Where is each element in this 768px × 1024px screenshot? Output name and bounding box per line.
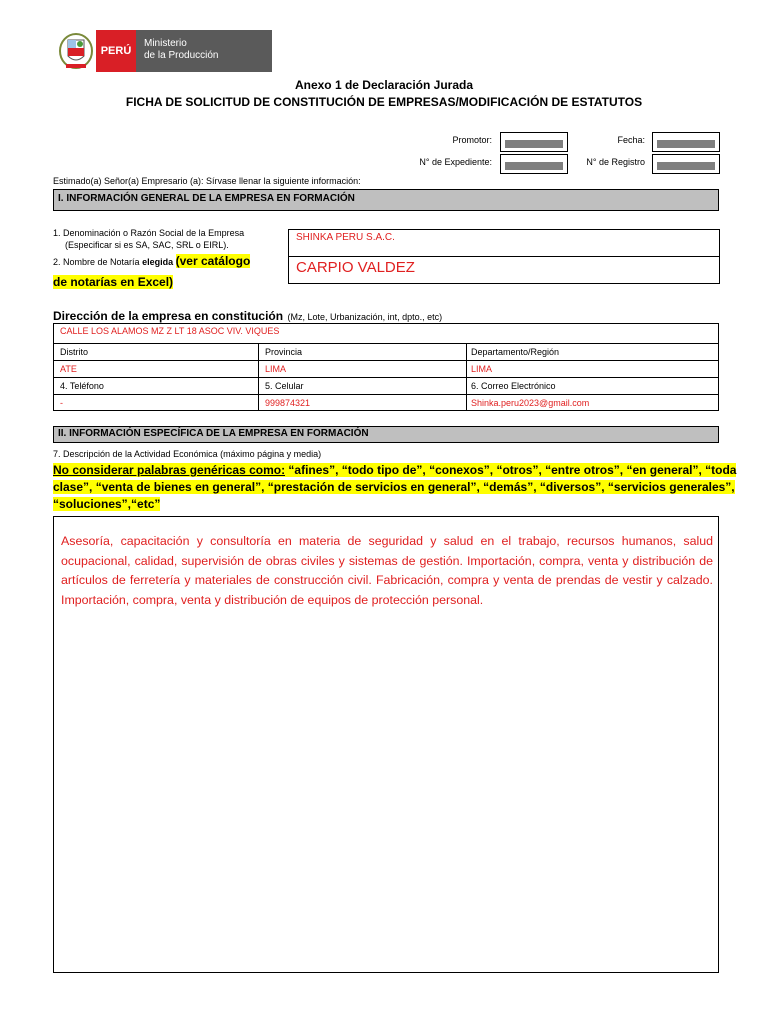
telefono-value[interactable]: -: [60, 398, 63, 408]
expediente-label: N° de Expediente:: [419, 157, 492, 167]
distrito-label: Distrito: [60, 347, 89, 357]
peru-label: PERÚ: [96, 30, 136, 72]
fecha-field[interactable]: [652, 132, 720, 152]
q2-prefix: 2. Nombre de Notaría: [53, 257, 140, 267]
promotor-field[interactable]: [500, 132, 568, 152]
q7-label: 7. Descripción de la Actividad Económica (máximo página y media): [53, 449, 322, 459]
registro-field[interactable]: [652, 154, 720, 174]
activity-description-text: Asesoría, capacitación y consultoría en materia de seguridad y salud en el trabajo, recursos humanos, salud ocupacional, calidad, supervisión de obras civiles y sistemas de gestión. Importación, compra, venta y distribución de artículos de ferretería y materiales de construcción civil. Fabricación, compra y venta de prendas de vestir y calzado. Importación, compra, venta y distribución de equipos de protección personal.: [61, 534, 713, 607]
q2-label: [53, 254, 250, 268]
provincia-value[interactable]: LIMA: [265, 364, 287, 374]
address-value[interactable]: CALLE LOS ALAMOS MZ Z LT 18 ASOC VIV. VIQUES: [60, 326, 280, 336]
company-name-value[interactable]: SHINKA PERU S.A.C.: [296, 232, 395, 243]
correo-label: 6. Correo Electrónico: [471, 381, 556, 391]
celular-value[interactable]: 999874321: [265, 398, 311, 408]
distrito-value[interactable]: ATE: [60, 364, 77, 374]
telefono-label: 4. Teléfono: [60, 381, 104, 391]
intro-text: Estimado(a) Señor(a) Empresario (a): Sírvase llenar la siguiente información:: [53, 176, 361, 186]
peru-brand: [96, 30, 219, 72]
warning-line1: “afines”, “todo tipo de”, “conexos”, “otros”, “entre otros”, “en general”, “toda: [285, 463, 737, 477]
national-shield-icon: [56, 30, 96, 72]
warning-line3: “soluciones”,“etc”: [53, 497, 161, 511]
celular-label: 5. Celular: [265, 381, 304, 391]
address-title: Dirección de la empresa en constitución: [53, 309, 284, 323]
q2-highlight-2: de notarías en Excel): [53, 275, 174, 289]
promotor-label: Promotor:: [452, 135, 492, 145]
q2-bold: elegida: [142, 257, 174, 267]
registro-label: N° de Registro: [586, 157, 645, 167]
address-hint: (Mz, Lote, Urbanización, int, dpto., etc): [287, 312, 443, 322]
departamento-label: Departamento/Región: [471, 347, 560, 357]
fecha-label: Fecha:: [617, 135, 645, 145]
departamento-value[interactable]: LIMA: [471, 364, 493, 374]
expediente-field[interactable]: [500, 154, 568, 174]
provincia-label: Provincia: [265, 347, 303, 357]
form-title: FICHA DE SOLICITUD DE CONSTITUCIÓN DE EMPRESAS/MODIFICACIÓN DE ESTATUTOS: [125, 95, 643, 109]
warning-line2: clase”, “venta de bienes en general”, “prestación de servicios en general”, “demás”, “diversos”, “servicios generales”,: [53, 480, 735, 494]
ministry-line1: Ministerio: [144, 38, 187, 49]
ministry-logo: [56, 30, 232, 72]
q1-label-line1: 1. Denominación o Razón Social de la Empresa: [53, 228, 245, 238]
correo-value[interactable]: Shinka.peru2023@gmail.com: [471, 398, 590, 408]
ministry-line2: de la Producción: [144, 50, 219, 61]
annex-title: Anexo 1 de Declaración Jurada: [294, 78, 474, 92]
section-2-header: II. INFORMACIÓN ESPECÍFICA DE LA EMPRESA EN FORMACIÓN: [53, 426, 719, 443]
generic-words-warning: [53, 462, 737, 513]
section-1-header: I. INFORMACIÓN GENERAL DE LA EMPRESA EN FORMACIÓN: [53, 189, 719, 211]
ministry-name: [136, 30, 272, 72]
q1-label-line2: (Especificar si es SA, SAC, SRL o EIRL).: [65, 240, 229, 250]
q2-highlight-1: (ver catálogo: [175, 254, 251, 268]
warning-underlined: No considerar palabras genéricas como:: [53, 463, 286, 477]
address-table: [53, 323, 719, 411]
notary-value[interactable]: CARPIO VALDEZ: [296, 259, 415, 276]
